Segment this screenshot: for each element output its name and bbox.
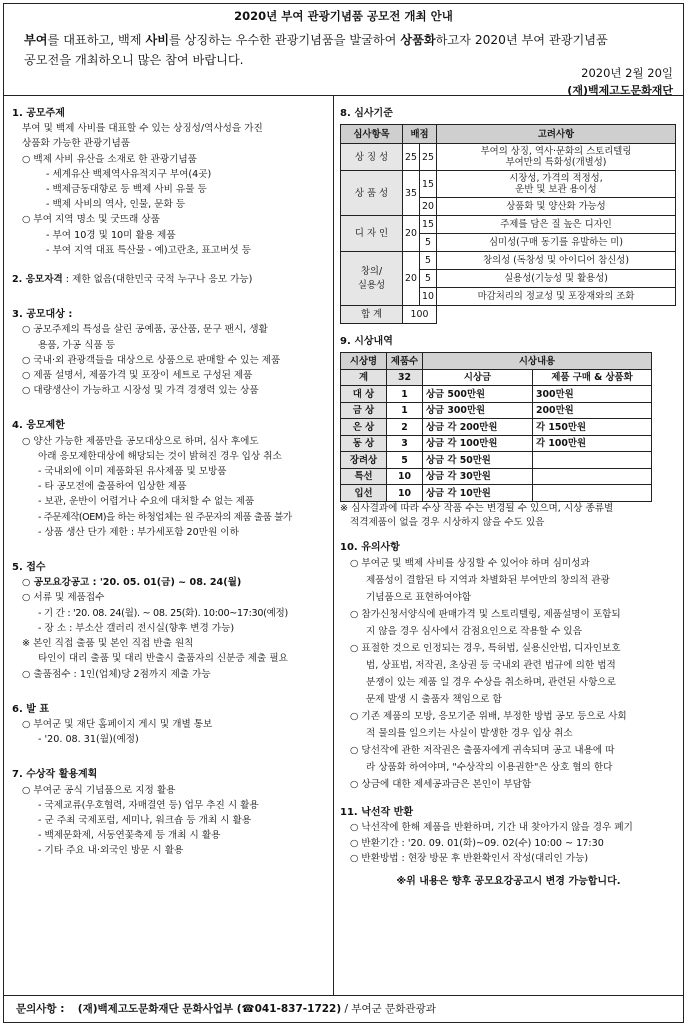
eligibility-text: : 제한 없음(대한민국 국적 누구나 응모 가능): [62, 274, 253, 286]
text-line: - 백제문화제, 서동연꽃축제 등 개최 시 활용: [38, 830, 221, 842]
text-line: - 부여 10경 및 10미 활용 제품: [46, 229, 176, 241]
judging-criteria-table: [340, 124, 676, 324]
text-line: - 기타 주요 내·외국인 방문 시 활용: [38, 845, 184, 857]
table-cell: 5: [420, 252, 437, 270]
text-line: ○ 기존 제품의 모방, 응모기준 위배, 부정한 방법 공모 등으로 사회: [350, 711, 627, 723]
table-cell: 상 징 성: [341, 144, 403, 171]
text-line: - 상품 생산 단가 제한 : 부가세포함 20만원 이하: [38, 526, 239, 538]
table-cell: 5: [420, 234, 437, 252]
intro-span: 를 대표하고, 백제: [47, 33, 146, 47]
table-cell: 5: [420, 270, 437, 288]
caution-list: [340, 555, 677, 793]
section-title: 5. 접수: [12, 562, 46, 574]
text-line: - 타 공모전에 출품하여 입상한 제품: [38, 481, 187, 493]
section-title: 2. 응모자격: [12, 274, 63, 286]
table-cell: 시상금: [423, 369, 533, 386]
intro-span: 하고자 2020년 부여 관광기념품: [435, 33, 608, 47]
table-cell: 주제를 담은 질 높은 디자인: [437, 216, 676, 234]
text-line: ○ 서류 및 제품접수: [22, 592, 105, 604]
intro-line: 공모전을 개최하오니 많은 참여 바랍니다.: [24, 53, 244, 67]
intro-span: 를 상징하는 우수한 관광기념품을 발굴하여: [169, 33, 401, 47]
table-cell: 상품화 및 양산화 가능성: [437, 198, 676, 216]
spacer: [12, 540, 329, 554]
spacer: [12, 682, 329, 696]
table-cell: 계: [341, 369, 387, 386]
text-line: 상품화 가능한 관광기념품: [22, 138, 131, 150]
section-title: 3. 공모대상 :: [12, 309, 73, 321]
table-cell: 입선: [341, 485, 387, 502]
text-line: 타인이 대리 출품 및 대리 반출시 출품자의 신분증 제출 필요: [38, 653, 288, 665]
notice-page: [3, 3, 684, 1023]
text-line: ○ 참가신청서양식에 판매가격 및 스토리텔링, 제품설명이 포함되: [350, 609, 621, 621]
table-cell: [437, 171, 676, 198]
footer-label: 문의사항 :: [16, 1003, 65, 1015]
text-line: ○ 반환기간 : '20. 09. 01(화)~09. 02(수) 10:00 ~ 17:30: [350, 837, 604, 849]
text-line: ○ 출품점수 : 1인(업체)당 2점까지 제출 가능: [22, 668, 211, 680]
cell-line: 부여만의 특화성(개별성): [505, 157, 607, 169]
section-title: 4. 응모제한: [12, 420, 65, 432]
spacer: [12, 258, 329, 272]
table-cell: 상금 각 200만원: [423, 419, 533, 436]
table-cell: 상금 각 30만원: [423, 468, 533, 485]
text-line: 적 물의를 일으키는 사실이 발생한 경우 입상 취소: [366, 728, 573, 740]
table-row: [341, 435, 652, 452]
left-column: [4, 96, 334, 996]
prize-note: ※ 심사결과에 따라 수상 작품 수는 변경될 수 있으며, 시상 종류별: [340, 502, 614, 514]
right-column: [334, 96, 683, 996]
section-title: 11. 낙선작 반환: [340, 807, 413, 819]
text-line: ○ 부여군 및 백제 사비를 상징할 수 있어야 하며 심미성과: [350, 558, 590, 570]
table-row: [341, 468, 652, 485]
text-line: - 세계유산 백제역사유적지구 부여(4곳): [46, 168, 212, 180]
prize-note: 적격제품이 없을 경우 시상하지 않을 수도 있음: [350, 516, 545, 528]
table-row: [341, 419, 652, 436]
footer-tail: / 부여군 문화관광과: [341, 1003, 436, 1015]
text-line: 기념품으로 표현하여야함: [366, 592, 471, 604]
text-line: 제품성이 결합된 타 지역과 차별화된 부여만의 창의적 관광: [366, 575, 610, 587]
cell-line: 운반 및 보관 용이성: [515, 184, 597, 196]
text-line: ○ 공모요강공고 : '20. 05. 01(금) ~ 08. 24(월): [22, 577, 242, 589]
cell-line: 시장성, 가격의 적정성,: [509, 173, 603, 185]
table-row: [341, 402, 652, 419]
table-cell: 상금 500만원: [423, 386, 533, 403]
intro-text: [12, 30, 675, 70]
table-cell: 32: [387, 369, 423, 386]
table-header: 시상명: [341, 353, 387, 370]
section-title: 6. 발 표: [12, 703, 50, 715]
section-title: 1. 공모주제: [12, 108, 65, 119]
table-cell: 20: [403, 252, 420, 306]
section-title: 9. 시상내역: [340, 336, 393, 348]
section-title: 8. 심사기준: [340, 108, 393, 119]
table-cell: 10: [387, 468, 423, 485]
table-cell: 3: [387, 435, 423, 452]
text-line: - '20. 08. 31(월)(예정): [38, 734, 139, 746]
table-cell-empty: [437, 306, 676, 324]
cell-line: 부여의 상징, 역사·문화의 스토리텔링: [480, 146, 632, 158]
text-line: 라 상품화 하여야며, "수상작의 이용권한"은 상호 협의 한다: [366, 762, 613, 774]
table-cell: 20: [403, 216, 420, 252]
table-cell: 장려상: [341, 452, 387, 469]
text-line: - 주문제작(OEM)을 하는 하청업체는 원 주문자의 제품 출품 불가: [38, 511, 292, 523]
table-cell: 제품 구매 & 상품화: [533, 369, 652, 386]
organizer-name: (재)백제고도문화재단: [567, 84, 673, 97]
table-cell: [341, 252, 403, 306]
table-cell: 디 자 인: [341, 216, 403, 252]
text-line: ○ 양산 가능한 제품만을 공모대상으로 하며, 심사 후에도: [22, 435, 259, 447]
text-line: ○ 상금에 대한 제세공과금은 본인이 부담함: [350, 779, 532, 791]
text-line: ○ 국내·외 관광객들을 대상으로 상품으로 판매할 수 있는 제품: [22, 354, 281, 366]
table-cell: 10: [420, 288, 437, 306]
spacer: [12, 398, 329, 412]
table-cell: 실용성(기능성 및 활용성): [437, 270, 676, 288]
table-cell: 상금 각 100만원: [423, 435, 533, 452]
table-header: 배점: [403, 125, 437, 144]
text-line: ○ 대량생산이 가능하고 시장성 및 가격 경쟁력 있는 상품: [22, 385, 259, 397]
change-notice: ※위 내용은 향후 공모요강공고시 변경 가능합니다.: [396, 875, 621, 887]
table-cell: 35: [403, 171, 420, 216]
table-cell: 각 150만원: [533, 419, 652, 436]
table-cell: 1: [387, 386, 423, 403]
table-cell: 1: [387, 402, 423, 419]
table-cell: 200만원: [533, 402, 652, 419]
spacer: [12, 747, 329, 761]
text-line: 부여 및 백제 사비를 대표할 수 있는 상징성/역사성을 가진: [22, 123, 263, 135]
content-columns: [4, 96, 683, 996]
text-line: - 보관, 운반이 어렵거나 수요에 대처할 수 없는 제품: [38, 496, 255, 508]
table-cell: 각 100만원: [533, 435, 652, 452]
table-cell: 2: [387, 419, 423, 436]
text-line: - 국내외에 이미 제품화된 유사제품 및 모방품: [38, 466, 227, 478]
text-line: ○ 부여 지역 명소 및 굿뜨래 상품: [22, 214, 160, 226]
text-line: ○ 공모주제의 특성을 살린 공예품, 공산품, 문구 팬시, 생활: [22, 324, 268, 336]
text-line: - 백제 사비의 역사, 인물, 문화 등: [46, 199, 186, 211]
section-title: 7. 수상작 활용계획: [12, 769, 98, 781]
text-line: - 기 간 : '20. 08. 24(월). ~ 08. 25(화). 10:00~17:30(예정): [38, 607, 288, 619]
section-title: 10. 유의사항: [340, 541, 400, 553]
table-row: [341, 386, 652, 403]
table-cell: 25: [420, 144, 437, 171]
table-cell: 특선: [341, 468, 387, 485]
table-cell: 동 상: [341, 435, 387, 452]
table-cell: 마감처리의 정교성 및 포장재와의 조화: [437, 288, 676, 306]
table-cell: 합 계: [341, 306, 403, 324]
text-line: ※ 본인 직접 출품 및 본인 직접 반출 원칙: [22, 638, 194, 650]
table-cell: 25: [403, 144, 420, 171]
text-line: ○ 반환방법 : 현장 방문 후 반환확인서 작성(대리인 가능): [350, 852, 589, 864]
text-line: ○ 표절한 것으로 인정되는 경우, 특허법, 실용신안법, 디자인보호: [350, 643, 621, 655]
text-line: 문제 발생 시 출품자 책임으로 함: [366, 694, 502, 706]
text-line: ○ 당선작에 관한 저작권은 출품자에게 귀속되며 공고 내용에 따: [350, 745, 615, 757]
table-row: [341, 452, 652, 469]
text-line: 지 않을 경우 심사에서 감점요인으로 작용할 수 있음: [366, 626, 582, 638]
text-line: - 백제금동대향로 등 백제 사비 유물 등: [46, 184, 207, 196]
text-line: 분쟁이 있는 제품 일 경우 수상을 취소하며, 관련된 사항으로: [366, 677, 616, 689]
table-cell: 15: [420, 171, 437, 198]
table-cell: 금 상: [341, 402, 387, 419]
intro-strong: 사비: [145, 33, 170, 47]
prize-table: [340, 352, 652, 502]
table-cell: 은 상: [341, 419, 387, 436]
table-cell: 대 상: [341, 386, 387, 403]
table-header: 심사항목: [341, 125, 403, 144]
table-cell: 5: [387, 452, 423, 469]
contact-footer: [4, 995, 683, 1022]
table-header: 고려사항: [437, 125, 676, 144]
table-cell: 100: [403, 306, 437, 324]
table-cell: 20: [420, 198, 437, 216]
table-header: 시상내용: [423, 353, 652, 370]
cell-line: 창의/: [360, 265, 383, 277]
footer-org: (재)백제고도문화재단 문화사업부 (☎041-837-1722): [77, 1003, 342, 1015]
text-line: 용품, 가공 식품 등: [38, 339, 116, 351]
page-title: 2020년 부여 관광기념품 공모전 개최 안내: [234, 9, 453, 23]
intro-strong: 상품화: [400, 33, 436, 47]
table-cell: 15: [420, 216, 437, 234]
table-cell: 창의성 (독창성 및 아이디어 참신성): [437, 252, 676, 270]
eligibility-line: [12, 272, 329, 287]
table-cell: [533, 468, 652, 485]
text-line: 아래 응모제한대상에 해당되는 것이 밝혀진 경우 입상 취소: [38, 450, 282, 462]
text-line: ○ 제품 설명서, 제품가격 및 포장이 세트로 구성된 제품: [22, 370, 253, 382]
table-cell: [533, 452, 652, 469]
notice-date: 2020년 2월 20일: [581, 66, 673, 80]
intro-strong: 부여: [24, 33, 48, 47]
text-line: - 군 주최 국제포럼, 세미나, 워크숍 등 개최 시 활용: [38, 814, 252, 826]
text-line: 법, 상표법, 저작권, 초상권 등 국내외 관련 법규에 의한 법적: [366, 660, 616, 672]
table-cell: 상 품 성: [341, 171, 403, 216]
cell-line: 실용성: [357, 279, 386, 291]
table-row: [341, 485, 652, 502]
table-cell: 상금 각 10만원: [423, 485, 533, 502]
table-cell: 상금 각 50만원: [423, 452, 533, 469]
table-header: 제품수: [387, 353, 423, 370]
table-cell: 300만원: [533, 386, 652, 403]
table-cell: [533, 485, 652, 502]
table-cell: 10: [387, 485, 423, 502]
table-cell: [437, 144, 676, 171]
text-line: ○ 부여군 및 재단 홈페이지 게시 및 개별 통보: [22, 718, 213, 730]
text-line: - 부여 지역 대표 특산물 - 예)고란초, 표고버섯 등: [46, 244, 251, 256]
text-line: ○ 백제 사비 유산을 소재로 한 관광기념품: [22, 153, 197, 165]
table-cell: 심미성(구매 동기를 유발하는 미): [437, 234, 676, 252]
text-line: ○ 낙선작에 한해 제품을 반환하며, 기간 내 찾아가지 않을 경우 폐기: [350, 822, 633, 834]
text-line: - 국제교류(우호협력, 자매결연 등) 업무 추진 시 활용: [38, 799, 259, 811]
text-line: - 장 소 : 부소산 갤러리 전시실(향후 변경 가능): [38, 622, 235, 634]
text-line: ○ 부여군 공식 기념품으로 지정 활용: [22, 784, 176, 796]
spacer: [12, 287, 329, 301]
notice-header: [4, 4, 683, 96]
table-cell: 상금 300만원: [423, 402, 533, 419]
